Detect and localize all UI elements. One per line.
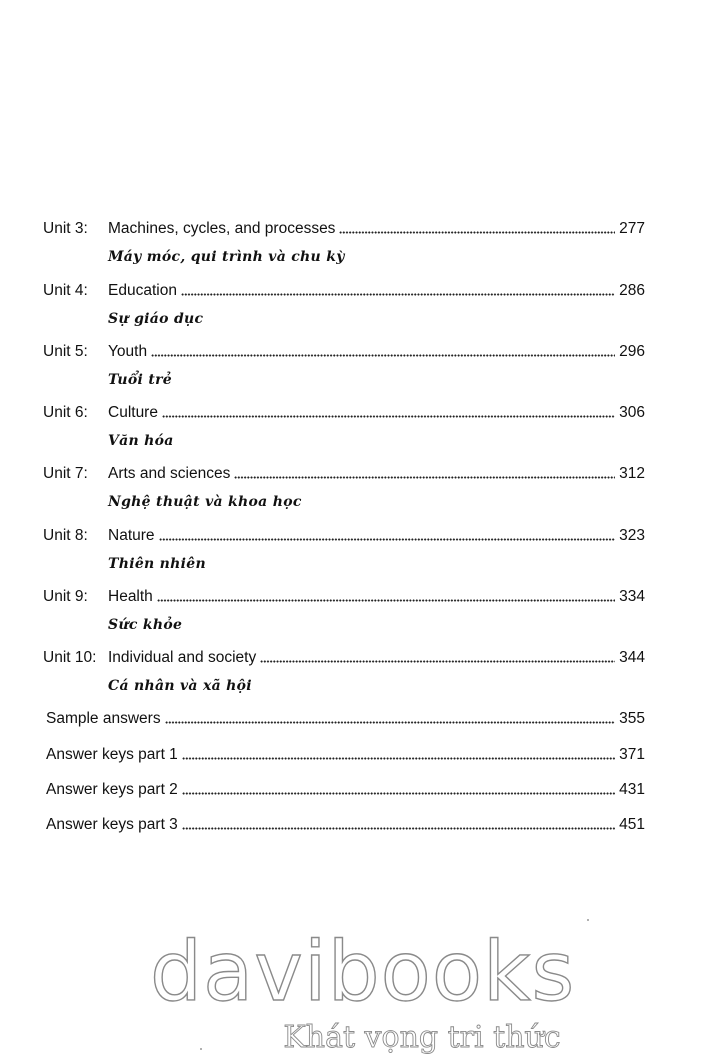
unit-title: Machines, cycles, and processes xyxy=(108,220,336,237)
entry-title: Answer keys part 2 xyxy=(46,781,178,798)
dot-leader xyxy=(182,826,615,831)
dot-leader xyxy=(157,598,615,603)
unit-subtitle: Cá nhân và xã hội xyxy=(108,678,252,694)
page-number: 451 xyxy=(619,816,645,833)
page-number: 344 xyxy=(619,649,645,666)
unit-label: Unit 6: xyxy=(43,404,88,421)
unit-subtitle: Văn hóa xyxy=(108,433,174,449)
toc-entry-unit-8 xyxy=(43,527,645,547)
dot-leader xyxy=(159,537,616,542)
unit-subtitle: Sự giáo dục xyxy=(108,311,204,327)
unit-subtitle: Máy móc, qui trình và chu kỳ xyxy=(108,249,345,265)
unit-subtitle: Sức khỏe xyxy=(108,617,183,633)
unit-title: Health xyxy=(108,588,153,605)
page-number: 286 xyxy=(619,282,645,299)
entry-title: Answer keys part 3 xyxy=(46,816,178,833)
unit-title: Youth xyxy=(108,343,148,360)
toc-entry-unit-5 xyxy=(43,343,645,363)
toc-entry-answer-keys-1 xyxy=(46,746,645,766)
unit-title: Arts and sciences xyxy=(108,465,231,482)
page-number: 371 xyxy=(619,746,645,763)
page-number: 334 xyxy=(619,588,645,605)
dot-leader xyxy=(339,230,615,235)
unit-label: Unit 8: xyxy=(43,527,88,544)
dot-leader xyxy=(151,353,615,358)
page-number: 431 xyxy=(619,781,645,798)
unit-subtitle: Nghệ thuật và khoa học xyxy=(108,494,302,510)
toc-entry-unit-10 xyxy=(43,649,645,669)
unit-title: Individual and society xyxy=(108,649,257,666)
page-number: 277 xyxy=(619,220,645,237)
toc-entry-unit-9 xyxy=(43,588,645,608)
dot-leader xyxy=(162,414,615,419)
scan-speck xyxy=(587,919,589,921)
watermark-tagline: Khát vọng tri thức xyxy=(283,1020,561,1055)
unit-label: Unit 3: xyxy=(43,220,88,237)
page-number: 312 xyxy=(619,465,645,482)
unit-label: Unit 10: xyxy=(43,649,97,666)
dot-leader xyxy=(260,659,615,664)
unit-title: Culture xyxy=(108,404,158,421)
dot-leader xyxy=(165,720,616,725)
page-number: 323 xyxy=(619,527,645,544)
unit-label: Unit 7: xyxy=(43,465,88,482)
toc-entry-answer-keys-2 xyxy=(46,781,645,801)
unit-subtitle: Thiên nhiên xyxy=(108,556,206,572)
unit-title: Education xyxy=(108,282,177,299)
page-number: 355 xyxy=(619,710,645,727)
dot-leader xyxy=(182,791,615,796)
unit-label: Unit 4: xyxy=(43,282,88,299)
toc-entry-unit-4 xyxy=(43,282,645,302)
toc-entry-unit-3 xyxy=(43,220,645,240)
page-number: 306 xyxy=(619,404,645,421)
toc-entry-answer-keys-3 xyxy=(46,816,645,836)
toc-entry-sample-answers xyxy=(46,710,645,730)
toc-entry-unit-7 xyxy=(43,465,645,485)
page-number: 296 xyxy=(619,343,645,360)
unit-subtitle: Tuổi trẻ xyxy=(108,372,172,388)
dot-leader xyxy=(181,292,615,297)
unit-title: Nature xyxy=(108,527,155,544)
unit-label: Unit 5: xyxy=(43,343,88,360)
dot-leader xyxy=(182,756,615,761)
entry-title: Sample answers xyxy=(46,710,161,727)
scan-speck xyxy=(200,1048,202,1050)
dot-leader xyxy=(234,475,615,480)
toc-entry-unit-6 xyxy=(43,404,645,424)
watermark-brand: davibooks xyxy=(150,925,576,1020)
entry-title: Answer keys part 1 xyxy=(46,746,178,763)
unit-label: Unit 9: xyxy=(43,588,88,605)
